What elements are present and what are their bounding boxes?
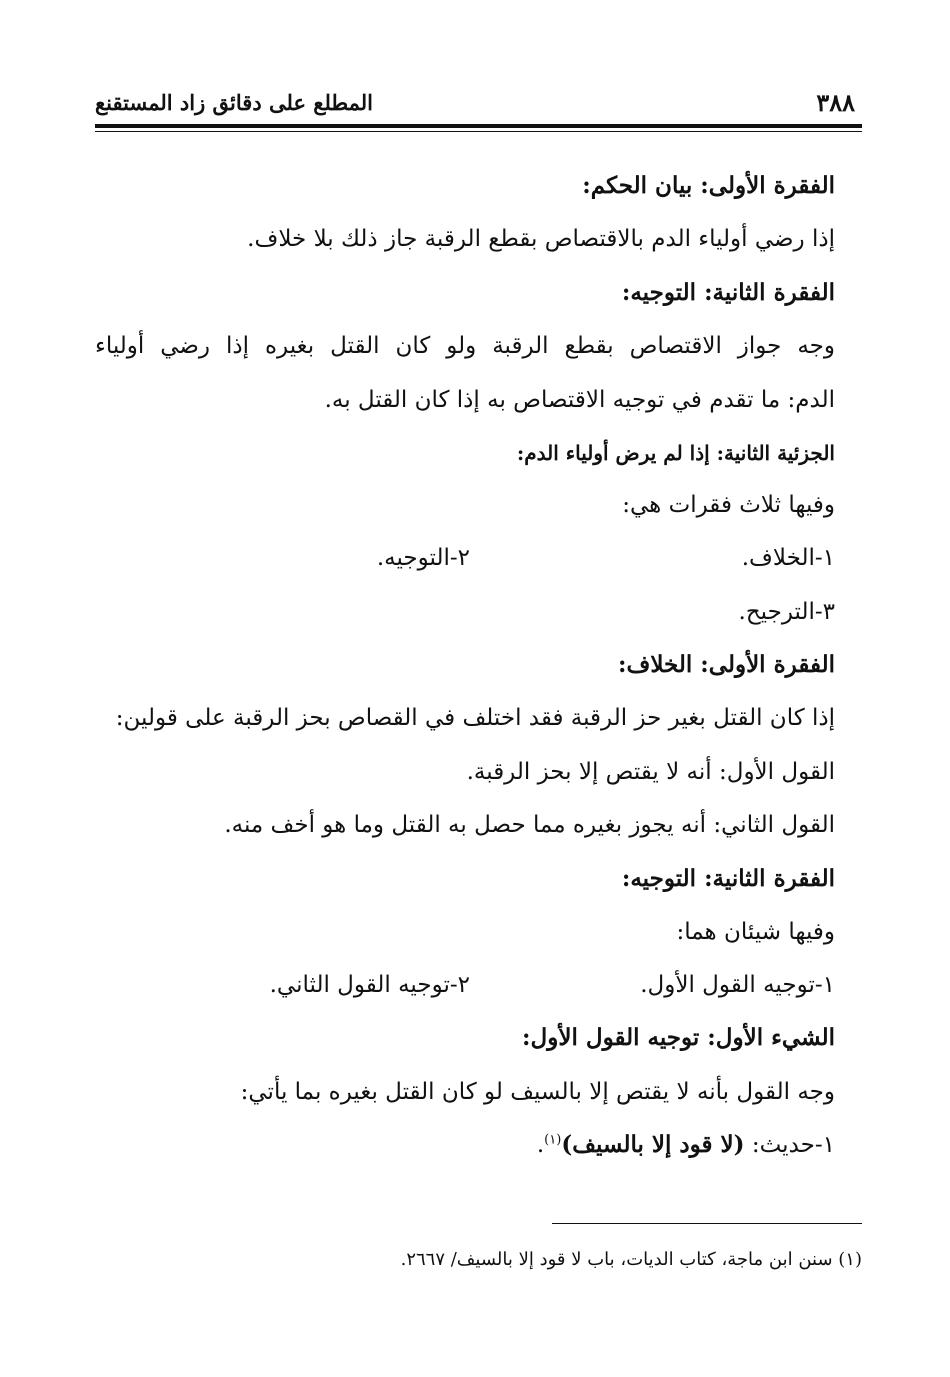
period: .	[536, 1132, 545, 1158]
section-heading: الجزئية الثانية: إذا لم يرض أولياء الدم:	[516, 441, 835, 465]
hadith-quote: (لا قود إلا بالسيف)	[561, 1131, 745, 1158]
list-item: ١-الخلاف.	[741, 545, 835, 571]
body-line: وجه جواز الاقتصاص بقطع الرقبة ولو كان القتل بغيره إذا رضي أولياء	[95, 333, 835, 359]
subheading: الشيء الأول: توجيه القول الأول:	[522, 1024, 835, 1051]
body-line: وجه القول بأنه لا يقتص إلا بالسيف لو كان القتل بغيره بما يأتي:	[240, 1079, 835, 1105]
list-row	[95, 541, 835, 575]
body-line: الدم: ما تقدم في توجيه الاقتصاص به إذا كان القتل به.	[324, 387, 835, 413]
heading-paragraph-2: الفقرة الثانية: التوجيه:	[621, 865, 835, 892]
list-item: ٢-التوجيه.	[376, 545, 470, 571]
header-rule-thick	[95, 124, 862, 128]
heading-paragraph-1: الفقرة الأولى: بيان الحكم:	[582, 172, 835, 199]
body-line: إذا كان القتل بغير حز الرقبة فقد اختلف في القصاص بحز الرقبة على قولين:	[115, 705, 835, 731]
list-row	[95, 968, 835, 1002]
footnote-rule	[552, 1223, 862, 1224]
heading-paragraph-1: الفقرة الأولى: الخلاف:	[617, 651, 835, 678]
hadith-line	[95, 1128, 835, 1162]
list-item: ١-توجيه القول الأول.	[640, 972, 835, 998]
list-item: ٢-توجيه القول الثاني.	[269, 972, 470, 998]
list-item: ٣-الترجيح.	[738, 599, 835, 625]
page-number: ٣٨٨	[816, 88, 855, 117]
body-line: إذا رضي أولياء الدم بالاقتصاص بقطع الرقبة جاز ذلك بلا خلاف.	[247, 226, 835, 252]
running-title: المطلع على دقائق زاد المستقنع	[95, 90, 374, 115]
body-line: وفيها شيئان هما:	[676, 919, 835, 945]
footnote-ref: (١)	[544, 1132, 562, 1148]
body-line: وفيها ثلاث فقرات هي:	[622, 492, 835, 518]
body-line: القول الثاني: أنه يجوز بغيره مما حصل به القتل وما هو أخف منه.	[224, 812, 835, 838]
running-header	[95, 88, 855, 118]
header-rule-thin	[95, 131, 862, 132]
body-line: القول الأول: أنه لا يقتص إلا بحز الرقبة.	[466, 759, 835, 785]
footnote: (١) سنن ابن ماجة، كتاب الديات، باب لا قود إلا بالسيف/ ٢٦٦٧.	[400, 1249, 862, 1270]
list-prefix: ١-حديث:	[744, 1132, 835, 1158]
heading-paragraph-2: الفقرة الثانية: التوجيه:	[621, 279, 835, 306]
